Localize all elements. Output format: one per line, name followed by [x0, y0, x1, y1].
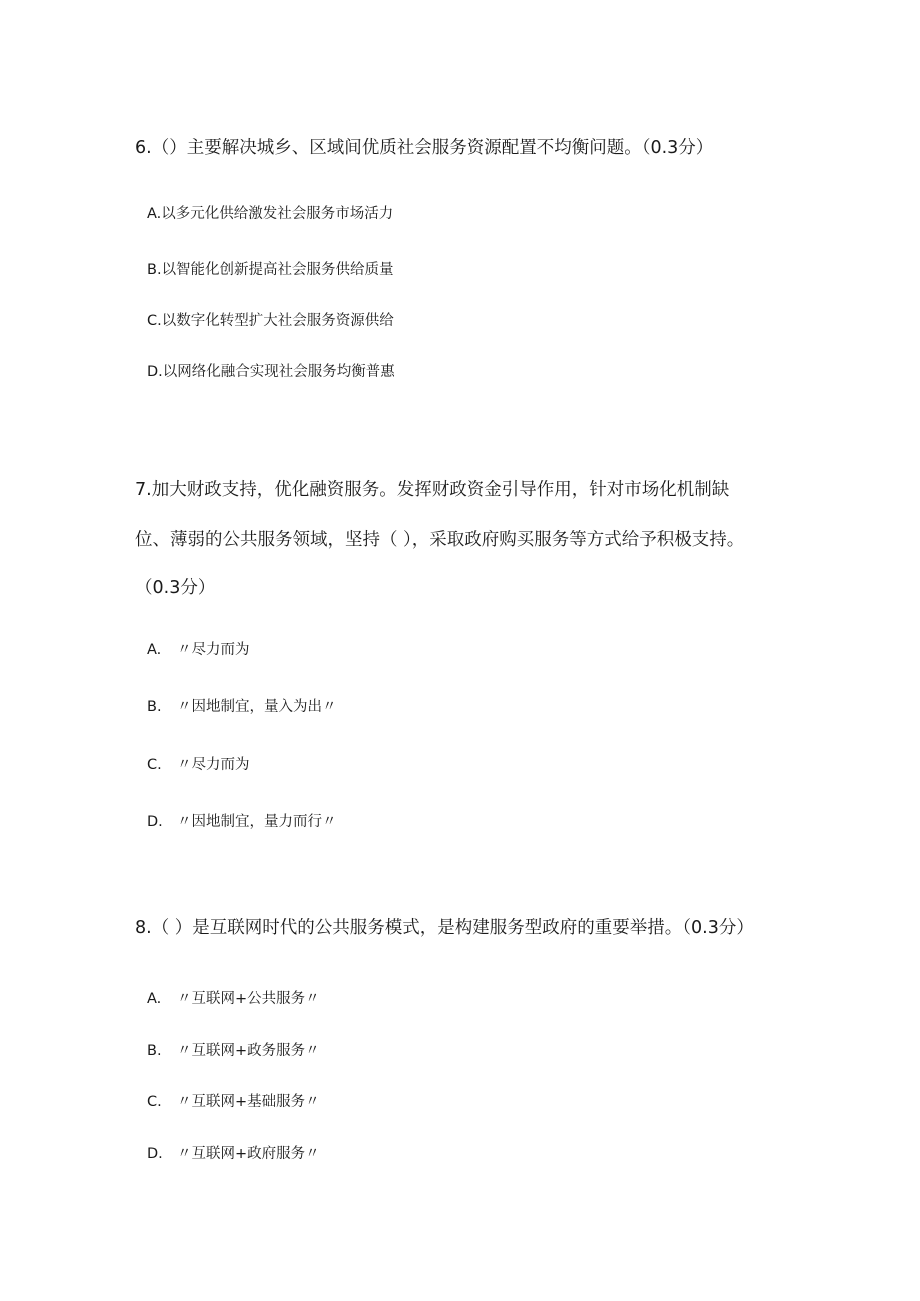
- option-letter: D.: [147, 1146, 163, 1162]
- option-text: 以网络化融合实现社会服务均衡普惠: [162, 364, 395, 380]
- q7-option-a[interactable]: [147, 640, 250, 660]
- q8-option-c[interactable]: [147, 1092, 320, 1112]
- option-letter: A.: [147, 642, 162, 658]
- option-text: 以数字化转型扩大社会服务资源供给: [161, 313, 394, 329]
- q7-option-c[interactable]: [147, 755, 250, 775]
- option-letter: D.: [147, 364, 163, 380]
- question-6-text: 6.（）主要解决城乡、区域间优质社会服务资源配置不均衡问题。（0.3分）: [135, 138, 714, 158]
- option-text: 以智能化创新提高社会服务供给质量: [161, 262, 394, 278]
- question-7-score: （0.3分）: [135, 578, 216, 598]
- option-letter: D.: [147, 814, 163, 830]
- option-letter: A.: [147, 991, 162, 1007]
- option-text: 〃尽力而为: [177, 757, 250, 773]
- option-text: 〃互联网+基础服务〃: [177, 1094, 320, 1110]
- option-text: 〃因地制宜，量入为出〃: [177, 699, 337, 715]
- q8-option-d[interactable]: [147, 1144, 320, 1164]
- q7-option-d[interactable]: [147, 812, 337, 832]
- q7-option-b[interactable]: [147, 697, 337, 717]
- q6-option-a[interactable]: [147, 204, 393, 224]
- option-text: 〃因地制宜，量力而行〃: [177, 814, 337, 830]
- q6-option-c[interactable]: [147, 311, 394, 331]
- option-letter: B.: [147, 262, 162, 278]
- question-7-text-line-1: 7.加大财政支持，优化融资服务。发挥财政资金引导作用，针对市场化机制缺: [135, 480, 730, 500]
- question-8-text: 8.（ ）是互联网时代的公共服务模式，是构建服务型政府的重要举措。（0.3分）: [135, 918, 754, 938]
- option-letter: B.: [147, 1043, 162, 1059]
- option-text: 〃互联网+公共服务〃: [177, 991, 320, 1007]
- question-7-text-line-2: 位、薄弱的公共服务领域，坚持（ ），采取政府购买服务等方式给予积极支持。: [135, 530, 745, 550]
- option-letter: B.: [147, 699, 162, 715]
- q8-option-a[interactable]: [147, 989, 320, 1009]
- option-letter: C.: [147, 1094, 162, 1110]
- q8-option-b[interactable]: [147, 1041, 320, 1061]
- q6-option-b[interactable]: [147, 260, 394, 280]
- option-letter: C.: [147, 313, 162, 329]
- option-text: 〃互联网+政务服务〃: [177, 1043, 320, 1059]
- option-letter: C.: [147, 757, 162, 773]
- q6-option-d[interactable]: [147, 362, 395, 382]
- option-text: 以多元化供给激发社会服务市场活力: [161, 206, 394, 222]
- option-text: 〃尽力而为: [177, 642, 250, 658]
- option-text: 〃互联网+政府服务〃: [177, 1146, 320, 1162]
- option-letter: A.: [147, 206, 162, 222]
